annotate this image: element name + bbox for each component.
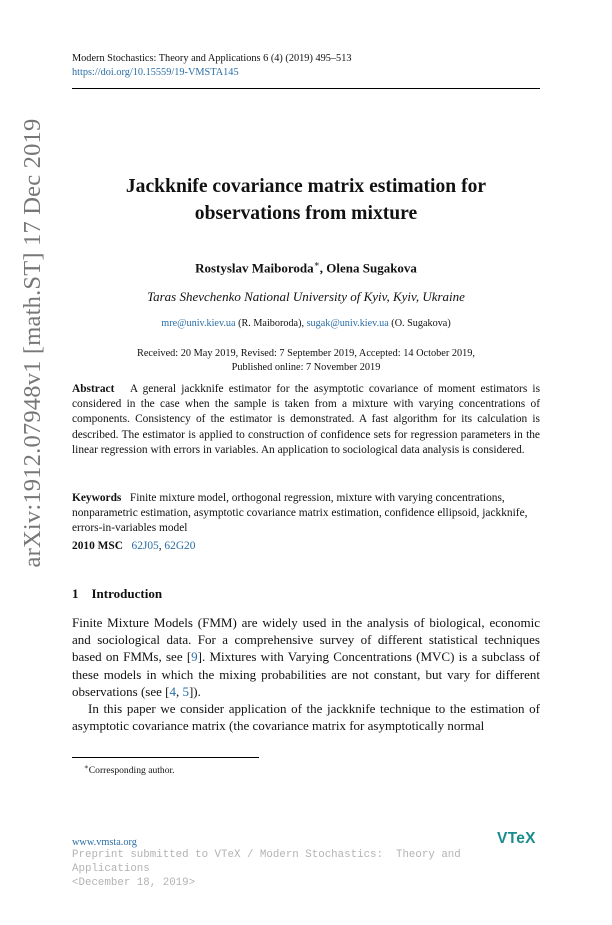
msc-classification [72, 540, 195, 552]
msc-separator: , [158, 540, 165, 552]
citation-link-9[interactable]: 9 [191, 649, 198, 665]
msc-code-link-2[interactable]: 62G20 [164, 540, 196, 552]
keywords-label: Keywords [72, 492, 122, 504]
paper-title [72, 173, 540, 227]
journal-citation: Modern Stochastics: Theory and Applications 6 (4) (2019) 495–513 [72, 53, 352, 64]
author-emails [72, 318, 540, 329]
abstract-label: Abstract [72, 383, 115, 395]
citation-link-4[interactable]: 4 [169, 683, 176, 699]
email-owner-1: (R. Maiboroda), [235, 318, 307, 329]
footnote [84, 763, 175, 776]
arxiv-stamp [18, 73, 48, 613]
authors [72, 259, 540, 276]
footnote-mark: ∗ [84, 763, 89, 771]
msc-label: 2010 MSC [72, 540, 123, 552]
doi-link[interactable]: https://doi.org/10.15559/19-VMSTA145 [72, 67, 239, 78]
paragraph-1-part-c: ]). [188, 683, 201, 699]
keywords [72, 491, 540, 537]
paragraph-1-part-a: Finite Mixture Models (FMM) are widely used in the analysis of biological, economic and sociological data. For a comprehensive survey of different statistical techniques based on FMMs, see [ [72, 615, 540, 665]
dates-line-1: Received: 20 May 2019, Revised: 7 September 2019, Accepted: 14 October 2019, [136, 348, 475, 359]
section-title: Introduction [91, 586, 163, 601]
keywords-text: Finite mixture model, orthogonal regression, mixture with varying concentrations, nonparametric estimation, asymptotic covariance matrix estimation, confidence ellipsoid, jackknife, errors-in-variables model [72, 492, 528, 535]
paragraph-1 [72, 614, 540, 700]
paragraph-2: In this paper we consider application of the jackknife technique to the estimation of asymptotic covariance matrix (the covariance matrix for asymptotically normal [72, 701, 540, 734]
journal-website-link[interactable]: www.vmsta.org [72, 837, 137, 848]
author-2: , Olena Sugakova [319, 260, 417, 276]
dates-line-2: Published online: 7 November 2019 [231, 362, 381, 373]
email-link-2[interactable]: sugak@univ.kiev.ua [306, 318, 389, 329]
abstract [72, 382, 540, 458]
introduction-body [72, 614, 540, 734]
title-line-1: Jackknife covariance matrix estimation for [125, 176, 487, 197]
corresponding-mark: ∗ [313, 259, 320, 269]
journal-header [72, 52, 352, 80]
title-line-2: observations from mixture [194, 203, 418, 224]
email-owner-2: (O. Sugakova) [388, 318, 451, 329]
vtex-logo: VTeX [497, 830, 536, 847]
author-1: Rostyslav Maiboroda [195, 260, 314, 276]
preprint-notice: Preprint submitted to VTeX / Modern Stochastics: Theory and Applications <December 18, 2019> [72, 849, 461, 889]
affiliation: Taras Shevchenko National University of Kyiv, Kyiv, Ukraine [147, 289, 465, 304]
email-link-1[interactable]: mre@univ.kiev.ua [161, 318, 236, 329]
header-rule [72, 88, 540, 89]
paragraph-1-part-b: ]. Mixtures with Varying Concentrations (MVC) is a subclass of these models in which the mixing probabilities are not constant, but vary for different observations (see [ [72, 649, 541, 699]
abstract-text: A general jackknife estimator for the asymptotic covariance of moment estimators is considered in the case when the sample is taken from a mixture with varying concentrations of components. Consistency of the estimator is demonstrated. A fast algorithm for its calculation is described. The estimator is applied to construction of confidence sets for regression parameters in the linear regression with errors in variables. An application to sociological data analysis is considered. [72, 383, 540, 456]
section-number: 1 [72, 586, 79, 601]
footnote-text: Corresponding author. [88, 765, 175, 777]
publication-dates [72, 347, 540, 375]
section-heading [72, 586, 162, 602]
citation-link-5[interactable]: 5 [182, 683, 189, 699]
citation-separator: , [175, 683, 183, 699]
arxiv-identifier: arXiv:1912.07948v1 [math.ST] 17 Dec 2019 [19, 118, 46, 568]
msc-code-link-1[interactable]: 62J05 [131, 540, 159, 552]
footnote-rule [72, 757, 259, 758]
